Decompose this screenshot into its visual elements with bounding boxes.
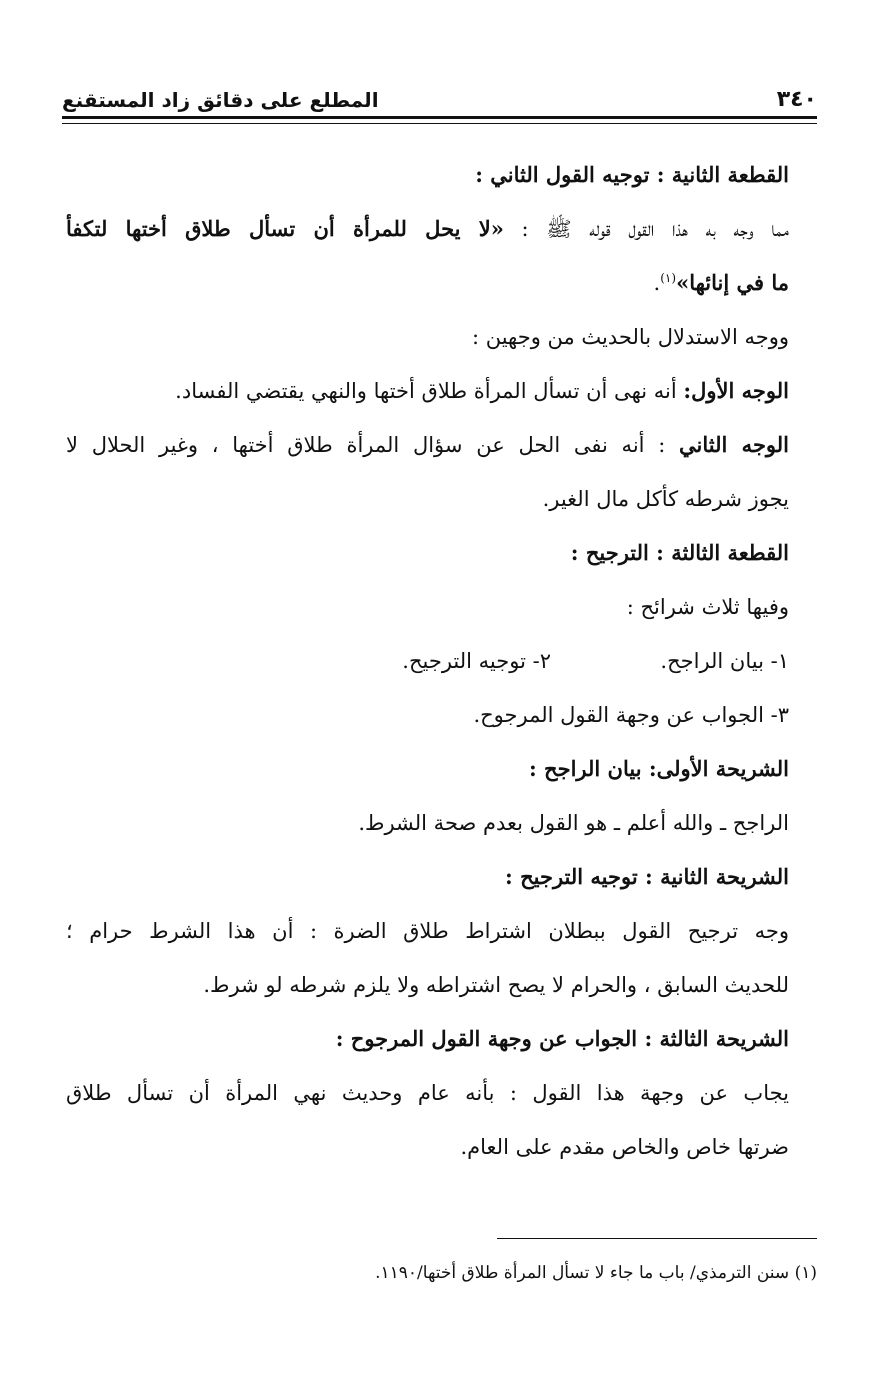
footnote-marker: (١) xyxy=(660,271,677,285)
paragraph-answer-line2: ضرتها خاص والخاص مقدم على العام. xyxy=(460,1135,789,1159)
heading-slice-three: الشريحة الثالثة : الجواب عن وجهة القول المرجوح : xyxy=(335,1026,789,1051)
footnote: (١) سنن الترمذي/ باب ما جاء لا تسأل المرأة طلاق أختها/١١٩٠. xyxy=(375,1263,817,1283)
aspect-one-label: الوجه الأول: xyxy=(683,378,789,403)
paragraph-slices-intro: وفيها ثلاث شرائح : xyxy=(626,595,789,619)
aspect-two-label: الوجه الثاني xyxy=(679,432,789,457)
paragraph-hadith-line1 xyxy=(66,202,789,256)
list-item-3: ٣- الجواب عن وجهة القول المرجوح. xyxy=(473,703,789,727)
heading-slice-one: الشريحة الأولى: بيان الراجح : xyxy=(528,756,789,781)
heading-part-two: القطعة الثانية : توجيه القول الثاني : xyxy=(475,162,789,187)
hadith-period: . xyxy=(653,271,661,295)
list-item-1: ١- بيان الراجح. xyxy=(660,649,789,673)
book-title: المطلع على دقائق زاد المستقنع xyxy=(62,88,379,112)
hadith-quote: «لا يحل للمرأة أن تسأل طلاق أختها لتكفأ xyxy=(66,216,504,241)
paragraph-preferred: الراجح ـ والله أعلم ـ هو القول بعدم صحة الشرط. xyxy=(358,811,789,835)
paragraph-inference: ووجه الاستدلال بالحديث من وجهين : xyxy=(471,325,789,349)
paragraph-reasoning-line2: للحديث السابق ، والحرام لا يصح اشتراطه ولا يلزم شرطه لو شرط. xyxy=(203,973,789,997)
paragraph-reasoning-line1: وجه ترجيح القول ببطلان اشتراط طلاق الضرة : أن هذا الشرط حرام ؛ xyxy=(66,919,789,943)
hadith-quote-end: ما في إنائها» xyxy=(676,270,789,295)
heading-part-three: القطعة الثالثة : الترجيح : xyxy=(570,540,789,565)
list-row-1 xyxy=(66,634,789,688)
aspect-two-line2: يجوز شرطه كأكل مال الغير. xyxy=(542,487,789,511)
header-rule-thin xyxy=(62,123,817,124)
aspect-one xyxy=(66,364,789,418)
paragraph-answer-line1: يجاب عن وجهة هذا القول : بأنه عام وحديث نهي المرأة أن تسأل طلاق xyxy=(66,1081,789,1105)
page-number: ٣٤٠ xyxy=(776,87,817,112)
body-text xyxy=(66,148,789,1174)
aspect-one-text: أنه نهى أن تسأل المرأة طلاق أختها والنهي يقتضي الفساد. xyxy=(175,379,684,403)
paragraph-hadith-line2 xyxy=(66,256,789,310)
aspect-two-line1 xyxy=(66,418,789,472)
hadith-intro: مما وجه به هذا القول قوله ﷺ : xyxy=(503,217,789,241)
heading-slice-two: الشريحة الثانية : توجيه الترجيح : xyxy=(505,864,789,889)
header-rule-thick xyxy=(62,116,817,119)
running-header xyxy=(62,78,817,112)
aspect-two-text: : أنه نفى الحل عن سؤال المرأة طلاق أختها ، وغير الحلال لا xyxy=(66,433,680,457)
footnote-separator xyxy=(497,1238,817,1239)
list-item-2: ٢- توجيه الترجيح. xyxy=(402,649,551,673)
